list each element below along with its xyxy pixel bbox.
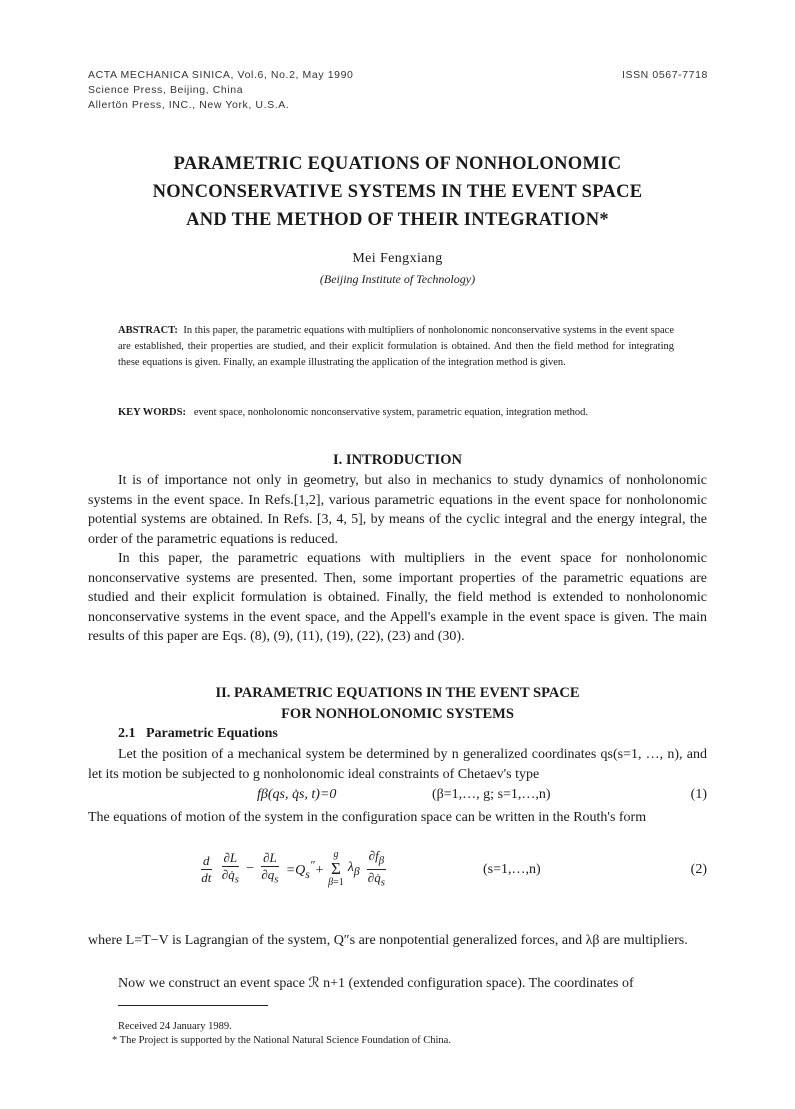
section2-paragraph-3: where L=T−V is Lagrangian of the system, Q″s are nonpotential generalized forces, and λβ are multipliers.	[88, 933, 688, 948]
intro-paragraph-2: In this paper, the parametric equations with multipliers in the event space for nonholonomic nonconservative systems are presented. Then, some important properties of the parametric equations are studied and their explicit formulation is obtained. Finally, the field method is extended to nonholonomic nonconservative systems in the event space, and the Appell's example in the event space is given. The main results of this paper are Eqs. (8), (9), (11), (19), (22), (23) and (30).	[88, 551, 707, 644]
issn: ISSN 0567-7718	[621, 69, 708, 81]
publisher-line-2: Allertön Press, INC., New York, U.S.A.	[88, 99, 290, 111]
title-line-3: AND THE METHOD OF THEIR INTEGRATION*	[186, 210, 609, 230]
intro-paragraph-1: It is of importance not only in geometry, but also in mechanics to study dynamics of nonholonomic systems in the event space. In Refs.[1,2], various parametric equations in the event space for nonholonomic potential systems are obtained. In Refs. [3, 4, 5], by means of the cyclic integral and the energy integral, the order of the parametric equations is reduced.	[88, 473, 707, 547]
author-name: Mei Fengxiang	[352, 251, 443, 266]
equation-1: fβ(qs, q̇s, t)=0	[257, 787, 337, 802]
equation-1-range: (β=1,…, g; s=1,…,n)	[432, 787, 551, 802]
subsection-title: Parametric Equations	[146, 726, 278, 741]
abstract-text: In this paper, the parametric equations with multipliers of nonholonomic nonconservative systems in the event space are established, their properties are studied, and their explicit formulation is obtained. And then the field method for integrating these equations is given. Finally, an example illustrating the application of the integration method is given.	[118, 325, 674, 368]
keywords-label: KEY WORDS:	[118, 407, 186, 418]
journal-line: ACTA MECHANICA SINICA, Vol.6, No.2, May 1990	[88, 69, 354, 81]
publisher-line-1: Science Press, Beijing, China	[88, 84, 244, 96]
abstract-label: ABSTRACT:	[118, 325, 178, 336]
footnote-rule	[118, 1005, 268, 1006]
section-heading-2-line-1: II. PARAMETRIC EQUATIONS IN THE EVENT SPACE	[215, 685, 580, 701]
section-heading-introduction: I. INTRODUCTION	[333, 452, 462, 468]
title-line-1: PARAMETRIC EQUATIONS OF NONHOLONOMIC	[173, 154, 622, 174]
subsection-number: 2.1	[118, 726, 136, 741]
section2-paragraph-1: Let the position of a mechanical system be determined by n generalized coordinates qs(s=1, …, n), and let its motion be subjected to g nonholonomic ideal constraints of Chetaev's type	[88, 747, 707, 782]
subsection-heading	[118, 726, 278, 742]
title-line-2: NONCONSERVATIVE SYSTEMS IN THE EVENT SPACE	[152, 182, 643, 202]
equation-2: $\frac{d}{dt}$ $\frac{\partial L}{\partial q̇_s}$ − $\frac{\partial L}{\partial q_s}$ $=Q_s''+ g$ Σ β=1 $\lambda_\beta$ $\frac{\partial f_\beta}{\partial q̇_s}$	[201, 848, 385, 889]
abstract	[118, 323, 674, 371]
keywords	[118, 405, 674, 421]
footnote-received: Received 24 January 1989.	[118, 1021, 232, 1032]
footnote-funding: * The Project is supported by the National Natural Science Foundation of China.	[112, 1035, 451, 1046]
equation-1-number: (1)	[690, 787, 707, 802]
author-affiliation: (Beijing Institute of Technology)	[319, 272, 476, 286]
section2-paragraph-4: Now we construct an event space ℛ n+1 (extended configuration space). The coordinates of	[118, 976, 634, 991]
equation-2-range: (s=1,…,n)	[483, 862, 541, 877]
keywords-text: event space, nonholonomic nonconservative system, parametric equation, integration method.	[193, 407, 589, 418]
section2-paragraph-2: The equations of motion of the system in the configuration space can be written in the Routh's form	[88, 810, 647, 825]
section-heading-2-line-2: FOR NONHOLONOMIC SYSTEMS	[281, 706, 514, 722]
equation-2-number: (2)	[690, 862, 707, 877]
